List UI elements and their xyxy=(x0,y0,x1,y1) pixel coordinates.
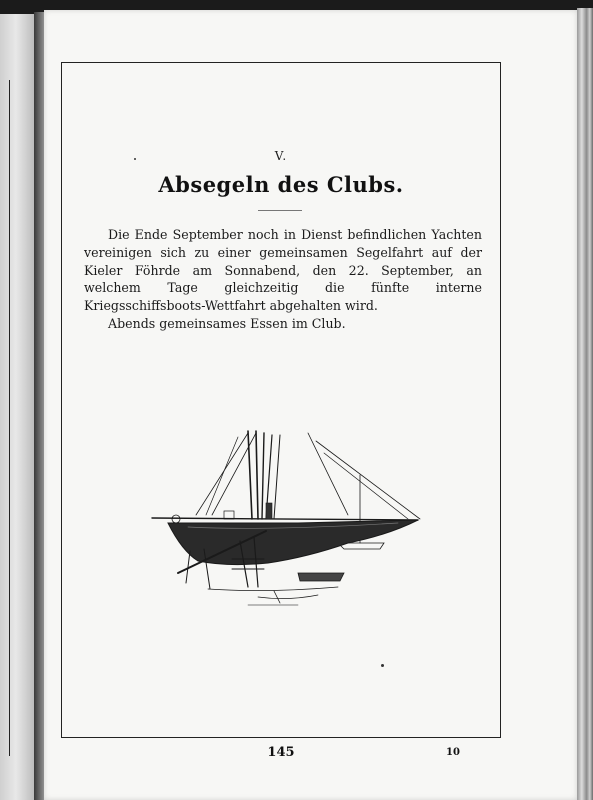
paragraph-yacht-sailing: Die Ende September noch in Dienst befindlichen Yachten vereinigen sich zu einer gemeinsamen Segelfahrt auf der Kieler Föhrde am Sonnabend, den 22. September, an welchem Tage gleichzeitig die fünfte interne Kriegsschiffsboots-Wettfahrt abgehalten wird. xyxy=(84,227,482,314)
chapter-title: Absegeln des Clubs. xyxy=(158,172,404,197)
paragraph-dinner: Abends gemeinsames Essen im Club. xyxy=(108,315,346,331)
chapter-numeral: V. xyxy=(274,149,288,163)
page-border-frame xyxy=(61,62,501,738)
title-divider xyxy=(258,210,302,211)
specks xyxy=(134,158,136,160)
specks xyxy=(381,664,384,667)
page-number: 145 xyxy=(267,745,295,760)
body-text xyxy=(84,226,482,333)
page-stack-edge xyxy=(577,8,593,800)
signature-mark: 10 xyxy=(446,747,460,758)
yacht-illustration xyxy=(148,423,428,618)
